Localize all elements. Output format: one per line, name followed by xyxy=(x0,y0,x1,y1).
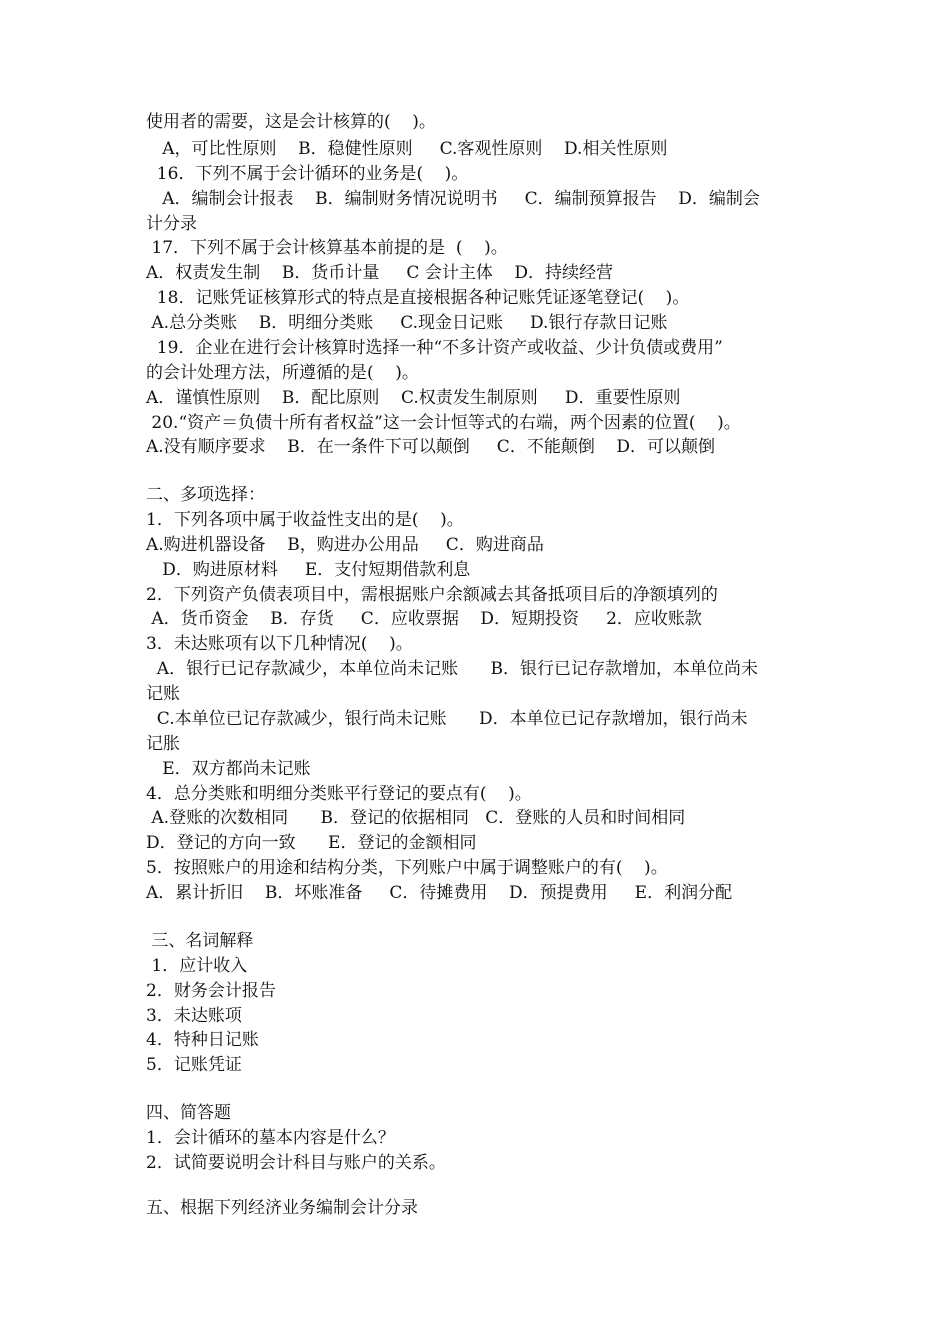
text-line-36: 2．财务会计报告 xyxy=(146,981,276,1001)
text-line-35: 1．应计收入 xyxy=(146,956,248,976)
text-line-11: 的会计处理方法，所遵循的是( )。 xyxy=(146,363,419,383)
text-line-21: A．货币资金 B．存货 C．应收票据 D．短期投资 2．应收账款 xyxy=(146,609,702,629)
text-line-28: 4．总分类账和明细分类账平行登记的要点有( )。 xyxy=(146,784,532,804)
text-line-23: A．银行已记存款减少，本单位尚未记账 B．银行已记存款增加，本单位尚未 xyxy=(146,659,758,679)
text-line-26: 记胀 xyxy=(146,734,180,754)
text-line-24: 记账 xyxy=(146,684,180,704)
text-line-10: 19．企业在进行会计核算时选择一种“不多计资产或收益、少计负债或费用” xyxy=(146,338,723,358)
text-line-17: 1．下列各项中属于收益性支出的是( )。 xyxy=(146,510,464,530)
text-line-39: 5．记账凭证 xyxy=(146,1055,242,1075)
text-line-38: 4．特种日记账 xyxy=(146,1030,259,1050)
section-heading-terms: 三、名词解释 xyxy=(146,931,254,951)
text-line-2: A，可比性原则 B．稳健性原则 C.客观性原则 D.相关性原则 xyxy=(146,139,668,159)
text-line-4: A．编制会计报表 B．编制财务情况说明书 C．编制预算报告 D．编制会 xyxy=(146,189,760,209)
text-line-20: 2．下列资产负债表项目中，需根据账户余额减去其备抵项目后的净额填列的 xyxy=(146,585,718,605)
text-line-29: A.登账的次数相同 B．登记的依据相同 C．登账的人员和时间相同 xyxy=(146,808,686,828)
section-heading-multiple-choice: 二、多项选择： xyxy=(146,485,265,505)
text-line-12: A．谨慎性原则 B．配比原则 C.权责发生制原则 D．重要性原则 xyxy=(146,388,681,408)
text-line-42: 1．会计循环的墓本内容是什么？ xyxy=(146,1128,395,1148)
text-line-37: 3．未达账项 xyxy=(146,1006,242,1026)
text-line-30: D．登记的方向一致 E．登记的金额相同 xyxy=(146,833,477,853)
text-line-5: 计分录 xyxy=(146,214,197,234)
text-line-14: A.没有顺序要求 B．在一条件下可以颠倒 C．不能颠倒 D．可以颠倒 xyxy=(146,437,716,457)
text-line-7: A．权责发生制 B．货币计量 C 会计主体 D．持续经营 xyxy=(146,263,614,283)
text-line-32: A．累计折旧 B．坏账准备 C．待摊费用 D．预提费用 E．利润分配 xyxy=(146,883,733,903)
text-line-18: A.购进机器设备 B，购进办公用品 C．购进商品 xyxy=(146,535,544,555)
text-line-43: 2．试简要说明会计科目与账户的关系。 xyxy=(146,1153,446,1173)
text-line-22: 3．未达账项有以下几种情况( )。 xyxy=(146,634,413,654)
section-heading-journal-entries: 五、根据下列经济业务编制会计分录 xyxy=(146,1198,418,1218)
text-line-19: D．购进原材料 E．支付短期借款利息 xyxy=(146,560,471,580)
text-line-25: C.本单位已记存款减少，银行尚未记账 D．本单位已记存款增加，银行尚未 xyxy=(146,709,748,729)
text-line-1: 使用者的需要，这是会计核算的( )。 xyxy=(146,112,436,132)
text-line-31: 5．按照账户的用途和结构分类，下列账户中属于调整账户的有( )。 xyxy=(146,858,668,878)
text-line-9: A.总分类账 B．明细分类账 C.现金日记账 D.银行存款日记账 xyxy=(146,313,668,333)
text-line-6: 17．下列不属于会计核算基本前提的是 ( )。 xyxy=(146,238,508,258)
text-line-8: 18．记账凭证核算形式的特点是直接根据各种记账凭证逐笔登记( )。 xyxy=(146,288,690,308)
text-line-13: 20.“资产＝负债十所有者权益”这一会计恒等式的右端，两个因素的位置( )。 xyxy=(146,413,741,433)
section-heading-short-answer: 四、简答题 xyxy=(146,1103,231,1123)
text-line-27: E．双方都尚未记账 xyxy=(146,759,311,779)
text-line-3: 16．下列不属于会计循环的业务是( )。 xyxy=(146,164,469,184)
